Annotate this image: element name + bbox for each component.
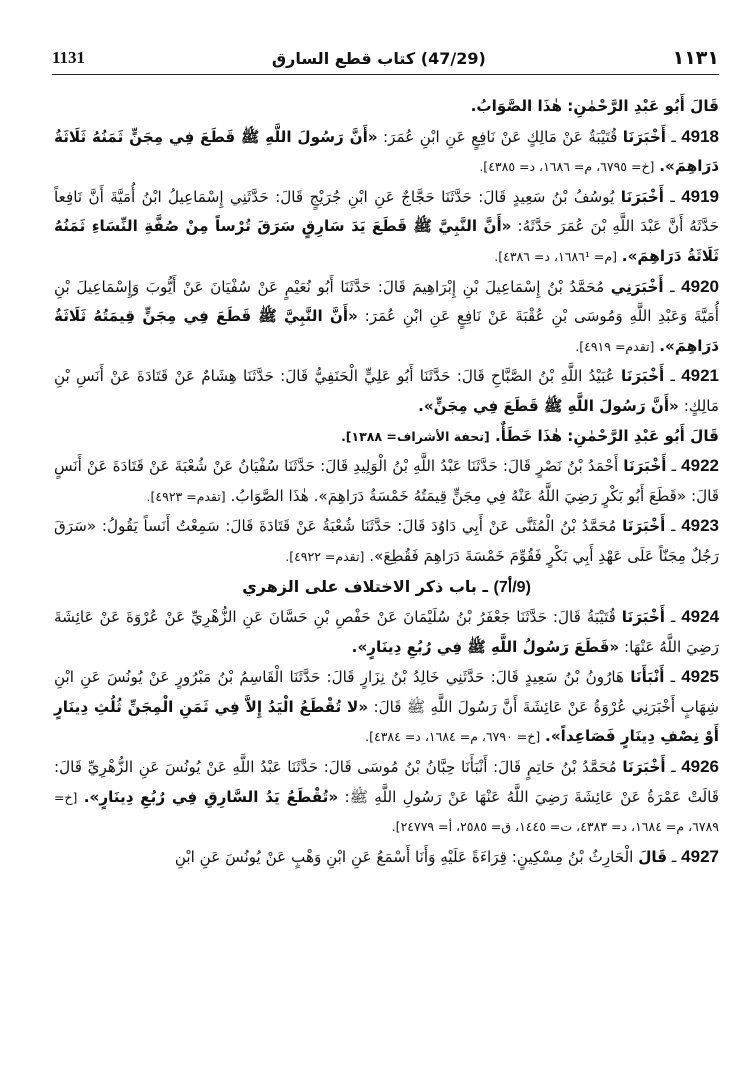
hadith-4927: 4927 ـ قَالَ الْحَارِثُ بْنُ مِسْكِينٍ: قِرَاءَةً عَلَيْهِ وَأَنَا أَسْمَعُ عَنِ ابْنِ وَهْبٍ عَنْ يُونُسَ عَنِ ابْنِ — [174, 846, 719, 866]
isnad: هَارُونُ بْنُ سَعِيدٍ قَالَ: حَدَّثَنِي خَالِدُ بْنُ نِزَارٍ قَالَ: حَدَّثَنَا الْقَاسِمُ بْنُ مَبْرُورٍ عَنْ يُونُسَ عَنِ ابْنِ شِهَابٍ أَخْبَرَنِي عُرْوَةُ عَنْ عَائِشَةَ أَنَّ رَسُولَ اللَّهِ ﷺ قَالَ: — [54, 668, 719, 716]
isnad: عُبَيْدُ اللَّهِ بْنُ الصَّبَّاحِ قَالَ: حَدَّثَنَا أَبُو عَلِيٍّ الْحَنَفِيُّ قَالَ: حَدَّثَنَا هِشَامٌ عَنْ قَتَادَةَ عَنْ أَنَسِ بْنِ مَالِكٍ: — [54, 367, 719, 415]
hadith-number: 4924 — [681, 607, 720, 627]
hadith-4922: 4922 ـ أَخْبَرَنَا أَحْمَدُ بْنُ نَصْرٍ قَالَ: حَدَّثَنَا عَبْدُ اللَّهِ بْنُ الْوَلِيدِ قَالَ: حَدَّثَنَا سُفْيَانُ عَنْ شُعْبَةَ عَنْ قَتَادَةَ عَنْ أَنَسٍ قَالَ: «قَطَعَ أَبُو بَكْرٍ رَضِيَ اللَّهُ عَنْهُ فِي مِجَنٍّ قِيمَتُهُ خَمْسَةُ دَرَاهِمَ». هٰذَا الصَّوَابُ. [تقدم= ٤٩٢٣]. — [54, 456, 719, 505]
chain-lead: أَخْبَرَنَا — [621, 367, 665, 386]
hadith-number: 4920 — [681, 276, 719, 296]
chain-lead: أَخْبَرَنَا — [620, 187, 664, 206]
chain-lead: أَخْبَرَنِي — [610, 277, 664, 296]
matn: «أَنَّ رَسُولَ اللَّهِ ﷺ قَطَعَ فِي مِجَنٍّ ثَمَنُهُ ثَلَاثَةُ دَرَاهِمَ». — [54, 127, 719, 176]
hadith-number: 4919 — [681, 186, 720, 206]
hadith-number: 4925 — [681, 667, 720, 687]
hadith-4920: 4920 ـ أَخْبَرَنِي مُحَمَّدُ بْنُ إِسْمَاعِيلَ بْنِ إِبْرَاهِيمَ قَالَ: حَدَّثَنَا أَبُو نُعَيْمٍ عَنْ سُفْيَانَ عَنْ أَيُّوبَ وَإِسْمَاعِيلَ بْنِ أُمَيَّةَ وَعَبْدِ اللَّهِ وَمُوسَى بْنِ عُقْبَةَ عَنْ نَافِعٍ عَنِ ابْنِ عُمَرَ: «أَنَّ النَّبِيَّ ﷺ قَطَعَ فِي مِجَنٍّ قِيمَتُهُ ثَلَاثَةُ دَرَاهِمَ». [تقدم= ٤٩١٩]. — [54, 276, 720, 355]
hadith-number: 4923 — [681, 516, 720, 536]
hadith-number: 4922 — [681, 456, 719, 476]
matn: «سَرَقَ رَجُلٌ مِجَنّاً عَلَى عَهْدِ أَبِي بَكْرٍ فَقُوِّمَ خَمْسَةَ دَرَاهِمَ فَقُطِعَ». — [54, 517, 719, 565]
page-number-arabic: ١١٣١ — [672, 47, 719, 69]
chain-lead: أَخْبَرَنَا — [622, 758, 666, 777]
isnad: قُتَيْبَةُ قَالَ: حَدَّثَنَا جَعْفَرُ بْنُ سُلَيْمَانَ عَنْ حَفْصِ بْنِ حَسَّانَ عَنِ الزُّهْرِيِّ عَنْ عُرْوَةَ عَنْ عَائِشَةَ رَضِيَ اللَّهُ عَنْهَا: — [54, 608, 719, 656]
hadith-4921: 4921 ـ أَخْبَرَنَا عُبَيْدُ اللَّهِ بْنُ الصَّبَّاحِ قَالَ: حَدَّثَنَا أَبُو عَلِيٍّ الْحَنَفِيُّ قَالَ: حَدَّثَنَا هِشَامٌ عَنْ قَتَادَةَ عَنْ أَنَسِ بْنِ مَالِكٍ: «أَنَّ رَسُولَ اللَّهِ ﷺ قَطَعَ فِي مِجَنٍّ». — [54, 366, 720, 415]
chain-lead: أَخْبَرَنَا — [621, 608, 666, 627]
cross-reference: [تقدم= ٤٩٢٣]. — [146, 488, 226, 504]
chain-lead: أَنْبَأَنَا — [630, 668, 665, 687]
cross-reference: [تقدم= ٤٩١٩]. — [575, 338, 655, 354]
chain-lead: أَخْبَرَنَا — [622, 517, 666, 536]
isnad: مُحَمَّدُ بْنُ إِسْمَاعِيلَ بْنِ إِبْرَاهِيمَ قَالَ: حَدَّثَنَا أَبُو نُعَيْمٍ عَنْ سُفْيَانَ عَنْ أَيُّوبَ وَإِسْمَاعِيلَ بْنِ أُمَيَّةَ وَعَبْدِ اللَّهِ وَمُوسَى بْنِ عُقْبَةَ عَنْ نَافِعٍ عَنِ ابْنِ عُمَرَ: — [54, 277, 720, 326]
chapter-heading — [54, 572, 719, 603]
matn: «قَطَعَ رَسُولُ اللَّهِ ﷺ فِي رُبُعِ دِينَارٍ». — [351, 637, 620, 656]
hadith-4918: 4918 ـ أَخْبَرَنَا قُتَيْبَةُ عَنْ مَالِكٍ عَنْ نَافِعٍ عَنِ ابْنِ عُمَرَ: «أَنَّ رَسُولَ اللَّهِ ﷺ قَطَعَ فِي مِجَنٍّ ثَمَنُهُ ثَلَاثَةُ دَرَاهِمَ». [خ= ٦٧٩٥، م= ١٦٨٦، د= ٤٣٨٥]. — [54, 126, 720, 176]
hadith-number: 4921 — [681, 366, 720, 386]
isnad: أَحْمَدُ بْنُ نَصْرٍ قَالَ: حَدَّثَنَا عَبْدُ اللَّهِ بْنُ الْوَلِيدِ قَالَ: حَدَّثَنَا سُفْيَانُ عَنْ شُعْبَةَ عَنْ قَتَادَةَ عَنْ أَنَسٍ قَالَ: — [54, 457, 719, 505]
matn: «لا تُقْطَعُ الْيَدُ إِلاَّ فِي ثَمَنِ الْمِجَنِّ ثُلُثِ دِينَارٍ أَوْ نِصْفِ دِينَارٍ فَصَاعِداً». — [54, 697, 719, 746]
cross-reference: [خ= ٦٧٩٠، م= ١٦٨٤، د= ٤٣٨٤]. — [365, 729, 541, 745]
chapter-marker: (9/أ7) — [493, 578, 531, 596]
editor-note — [54, 92, 719, 122]
cross-reference: [خ= ٦٧٩٥، م= ١٦٨٦، د= ٤٣٨٥]. — [479, 159, 655, 175]
note-text: قَالَ أَبُو عَبْدِ الرَّحْمٰنِ: هٰذَا خَطَأٌ. — [495, 426, 719, 445]
hadith-4925: 4925 ـ أَنْبَأَنَا هَارُونُ بْنُ سَعِيدٍ قَالَ: حَدَّثَنِي خَالِدُ بْنُ نِزَارٍ قَالَ: حَدَّثَنَا الْقَاسِمُ بْنُ مَبْرُورٍ عَنْ يُونُسَ عَنِ ابْنِ شِهَابٍ أَخْبَرَنِي عُرْوَةُ عَنْ عَائِشَةَ أَنَّ رَسُولَ اللَّهِ ﷺ قَالَ: «لا تُقْطَعُ الْيَدُ إِلاَّ فِي ثَمَنِ الْمِجَنِّ ثُلُثِ دِينَارٍ أَوْ نِصْفِ دِينَارٍ فَصَاعِداً». [خ= ٦٧٩٠، م= ١٦٨٤، د= ٤٣٨٤]. — [54, 667, 720, 746]
hadith-number: 4918 — [681, 126, 720, 146]
matn: «أَنَّ النَّبِيَّ ﷺ قَطَعَ فِي مِجَنٍّ قِيمَتُهُ ثَلَاثَةُ دَرَاهِمَ». — [54, 307, 719, 355]
editor-note — [54, 422, 719, 452]
hadith-number: 4926 — [681, 757, 720, 777]
cross-reference: [خ= ٦٧٨٩، م= ١٦٨٤، د= ٤٣٨٣، ت= ١٤٤٥، ق= ٢٥٨٥، أ= ٢٤٧٧٩]. — [54, 789, 719, 835]
page-body — [54, 92, 719, 872]
chain-lead: قَالَ — [638, 847, 668, 866]
hadith-4926: 4926 ـ أَخْبَرَنَا مُحَمَّدُ بْنُ حَاتِمٍ قَالَ: أَنْبَأَنَا حِبَّانُ بْنُ مُوسَى قَالَ: حَدَّثَنَا عَبْدُ اللَّهِ عَنْ يُونُسَ عَنِ الزُّهْرِيِّ قَالَ: قَالَتْ عَمْرَةُ عَنْ عَائِشَةَ رَضِيَ اللَّهُ عَنْهَا عَنْ رَسُولِ اللَّهِ ﷺ: «تُقْطَعُ يَدُ السَّارِقِ فِي رُبُعِ دِينَارٍ». [خ= ٦٧٨٩، م= ١٦٨٤، د= ٤٣٨٣، ت= ١٤٤٥، ق= ٢٥٨٥، أ= ٢٤٧٧٩]. — [54, 757, 720, 835]
chapter-title: ـ باب ذكر الاختلاف على الزهري — [242, 576, 488, 596]
cross-reference: [م= ١٦٨٦¹، د= ٤٣٨٦]. — [494, 248, 617, 264]
running-header — [52, 42, 719, 75]
chain-lead: أَخْبَرَنَا — [622, 127, 666, 146]
matn: «تُقْطَعُ يَدُ السَّارِقِ فِي رُبُعِ دِينَارٍ». — [83, 787, 339, 806]
isnad: قُتَيْبَةُ عَنْ مَالِكٍ عَنْ نَافِعٍ عَنِ ابْنِ عُمَرَ: — [382, 127, 618, 146]
isnad: مُحَمَّدُ بْنُ الْمُثَنَّى عَنْ أَبِي دَاوُدَ قَالَ: حَدَّثَنَا شُعْبَةُ عَنْ قَتَادَةَ قَالَ: سَمِعْتُ أَنَساً يَقُولُ: — [101, 517, 617, 536]
matn: «أَنَّ رَسُولَ اللَّهِ ﷺ قَطَعَ فِي مِجَنٍّ». — [418, 396, 679, 415]
matn: «قَطَعَ أَبُو بَكْرٍ رَضِيَ اللَّهُ عَنْهُ فِي مِجَنٍّ قِيمَتُهُ خَمْسَةُ دَرَاهِمَ». هٰذَا الصَّوَابُ. — [230, 486, 687, 505]
hadith-number: 4927 — [681, 846, 719, 866]
matn: «أَنَّ النَّبِيَّ ﷺ قَطَعَ يَدَ سَارِقٍ سَرَقَ تُرْساً مِنْ صُفَّةِ النِّسَاءِ ثَمَنُهُ ثَلَاثَةُ دَرَاهِمَ». — [54, 217, 719, 265]
isnad: يُوسُفُ بْنُ سَعِيدٍ قَالَ: حَدَّثَنَا حَجَّاجٌ عَنِ ابْنِ جُرَيْجٍ قَالَ: حَدَّثَنِي إِسْمَاعِيلُ ابْنُ أُمَيَّةَ أَنَّ نَافِعاً حَدَّثَهُ أَنَّ عَبْدَ اللَّهِ بْنَ عُمَرَ حَدَّثَهُ: — [54, 187, 720, 236]
note-text: قَالَ أَبُو عَبْدِ الرَّحْمٰنِ: هٰذَا الصَّوَابُ. — [470, 97, 719, 115]
isnad: الْحَارِثُ بْنُ مِسْكِينٍ: قِرَاءَةً عَلَيْهِ وَأَنَا أَسْمَعُ عَنِ ابْنِ وَهْبٍ عَنْ يُونُسَ عَنِ ابْنِ — [174, 847, 634, 866]
cross-reference: [تقدم= ٤٩٢٢]. — [285, 548, 365, 564]
page-title: (47/29) كتاب قطع السارق — [271, 48, 486, 68]
hadith-4923: 4923 ـ أَخْبَرَنَا مُحَمَّدُ بْنُ الْمُثَنَّى عَنْ أَبِي دَاوُدَ قَالَ: حَدَّثَنَا شُعْبَةُ عَنْ قَتَادَةَ قَالَ: سَمِعْتُ أَنَساً يَقُولُ: «سَرَقَ رَجُلٌ مِجَنّاً عَلَى عَهْدِ أَبِي بَكْرٍ فَقُوِّمَ خَمْسَةَ دَرَاهِمَ فَقُطِعَ». [تقدم= ٤٩٢٢]. — [54, 516, 720, 565]
hadith-4924: 4924 ـ أَخْبَرَنَا قُتَيْبَةُ قَالَ: حَدَّثَنَا جَعْفَرُ بْنُ سُلَيْمَانَ عَنْ حَفْصِ بْنِ حَسَّانَ عَنِ الزُّهْرِيِّ عَنْ عُرْوَةَ عَنْ عَائِشَةَ رَضِيَ اللَّهُ عَنْهَا: «قَطَعَ رَسُولُ اللَّهِ ﷺ فِي رُبُعِ دِينَارٍ». — [54, 607, 720, 656]
cross-reference: [تحفة الأشراف= ١٣٨٨]. — [341, 428, 490, 444]
page-number-latin: 1131 — [52, 48, 86, 67]
isnad: مُحَمَّدُ بْنُ حَاتِمٍ قَالَ: أَنْبَأَنَا حِبَّانُ بْنُ مُوسَى قَالَ: حَدَّثَنَا عَبْدُ اللَّهِ عَنْ يُونُسَ عَنِ الزُّهْرِيِّ قَالَ: قَالَتْ عَمْرَةُ عَنْ عَائِشَةَ رَضِيَ اللَّهُ عَنْهَا عَنْ رَسُولِ اللَّهِ ﷺ: — [54, 758, 720, 806]
chain-lead: أَخْبَرَنَا — [623, 457, 667, 476]
hadith-4919: 4919 ـ أَخْبَرَنَا يُوسُفُ بْنُ سَعِيدٍ قَالَ: حَدَّثَنَا حَجَّاجٌ عَنِ ابْنِ جُرَيْجٍ قَالَ: حَدَّثَنِي إِسْمَاعِيلُ ابْنُ أُمَيَّةَ أَنَّ نَافِعاً حَدَّثَهُ أَنَّ عَبْدَ اللَّهِ بْنَ عُمَرَ حَدَّثَهُ: «أَنَّ النَّبِيَّ ﷺ قَطَعَ يَدَ سَارِقٍ سَرَقَ تُرْساً مِنْ صُفَّةِ النِّسَاءِ ثَمَنُهُ ثَلَاثَةُ دَرَاهِمَ». [م= ١٦٨٦¹، د= ٤٣٨٦]. — [54, 186, 720, 265]
